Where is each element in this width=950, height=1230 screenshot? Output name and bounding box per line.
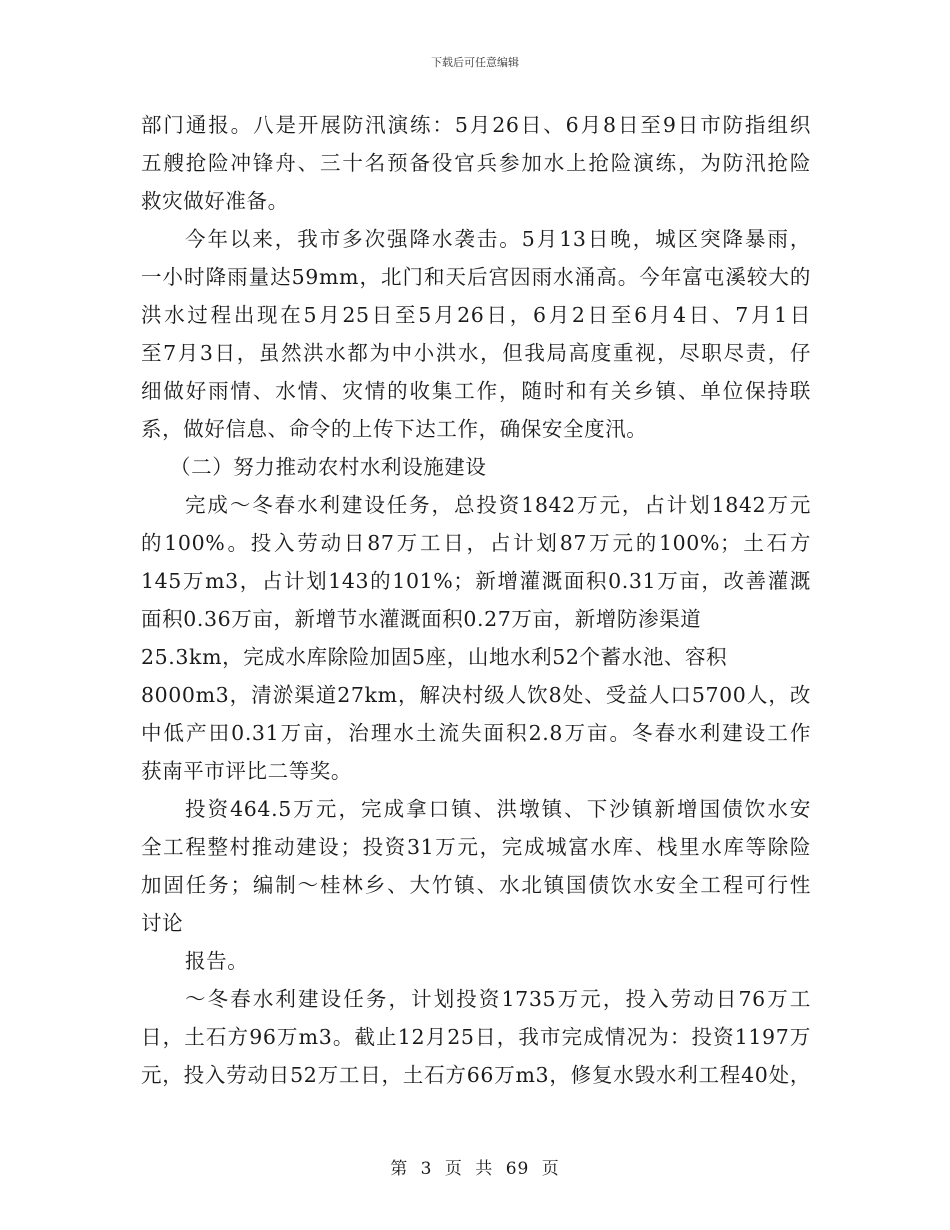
body-line: 细做好雨情、水情、灾情的收集工作，随时和有关乡镇、单位保持联 (141, 379, 811, 403)
body-line: 元，投入劳动日52万工日，土石方66万m3，修复水毁水利工程40处， (141, 1063, 811, 1087)
document-body (141, 106, 811, 1094)
body-line: 洪水过程出现在5月25日至5月26日，6月2日至6月4日、7月1日 (141, 303, 811, 327)
body-line: 日，土石方96万m3。截止12月25日，我市完成情况为：投资1197万 (141, 1025, 811, 1049)
body-line: 面积0.36万亩，新增节水灌溉面积0.27万亩，新增防渗渠道 (141, 607, 702, 631)
body-line: 报告。 (185, 949, 249, 973)
body-line: 至7月3日，虽然洪水都为中小洪水，但我局高度重视，尽职尽责，仔 (141, 341, 811, 365)
body-line: 讨论 (141, 911, 184, 935)
body-line: 今年以来，我市多次强降水袭击。5月13日晚，城区突降暴雨， (185, 227, 811, 251)
body-line: 8000m3，清淤渠道27km，解决村级人饮8处、受益人口5700人，改 (141, 683, 811, 707)
body-line: 的100%。投入劳动日87万工日，占计划87万元的100%；土石方 (141, 531, 811, 555)
body-line: ～冬春水利建设任务，计划投资1735万元，投入劳动日76万工 (185, 987, 811, 1011)
body-line: 一小时降雨量达59mm，北门和天后宫因雨水涌高。今年富屯溪较大的 (141, 265, 811, 289)
body-line: 145万m3，占计划143的101%；新增灌溉面积0.31万亩，改善灌溉 (141, 569, 811, 593)
page-number: 第 3 页 共 69 页 (390, 1159, 560, 1179)
section-heading: （二）努力推动农村水利设施建设 (170, 455, 487, 479)
body-line: 全工程整村推动建设；投资31万元，完成城富水库、栈里水库等除险 (141, 835, 811, 859)
body-line: 救灾做好准备。 (141, 189, 289, 213)
body-line: 部门通报。八是开展防汛演练：5月26日、6月8日至9日市防指组织 (141, 113, 811, 137)
body-line: 加固任务；编制～桂林乡、大竹镇、水北镇国债饮水安全工程可行性 (141, 873, 811, 897)
body-line: 完成～冬春水利建设任务，总投资1842万元，占计划1842万元 (185, 493, 811, 517)
body-line: 五艘抢险冲锋舟、三十名预备役官兵参加水上抢险演练，为防汛抢险 (141, 151, 811, 175)
body-line: 投资464.5万元，完成拿口镇、洪墩镇、下沙镇新增国债饮水安 (185, 797, 811, 821)
body-line: 25.3km，完成水库除险加固5座，山地水利52个蓄水池、容积 (141, 645, 728, 669)
body-line: 系，做好信息、命令的上传下达工作，确保安全度汛。 (141, 417, 648, 441)
body-line: 中低产田0.31万亩，治理水土流失面积2.8万亩。冬春水利建设工作 (141, 721, 811, 745)
page-header-note: 下载后可任意编辑 (431, 56, 519, 69)
body-line: 获南平市评比二等奖。 (141, 759, 352, 783)
